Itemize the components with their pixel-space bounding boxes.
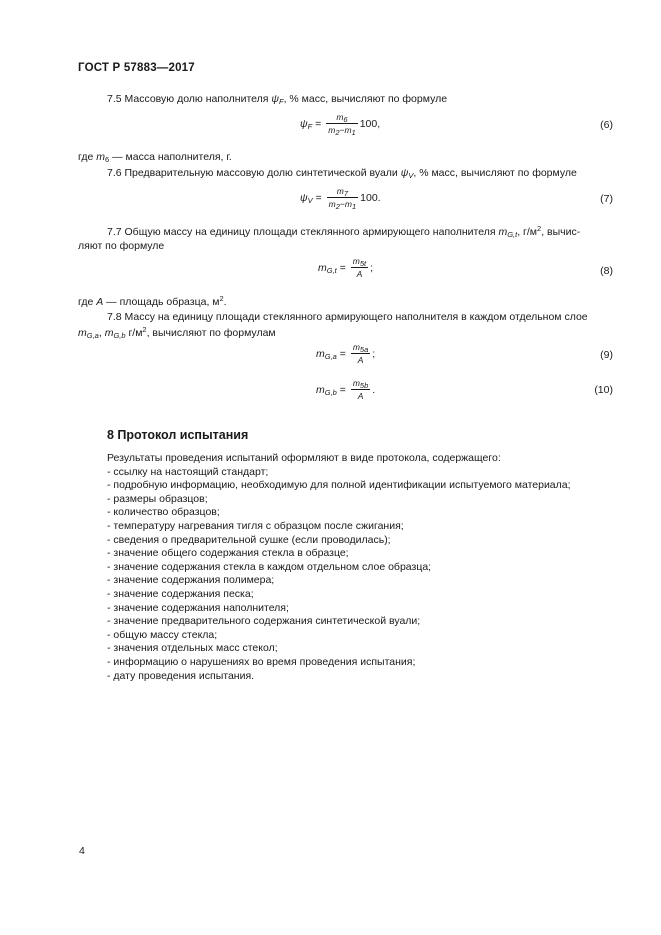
eq6-den-m2: m [344, 125, 352, 135]
eq7-num-sub: 7 [343, 189, 349, 198]
eq7-den-m1: m [328, 199, 336, 209]
eq8-tail: ; [370, 261, 374, 274]
para-7-8-tail: , вычисляют по формулам [146, 327, 276, 339]
para-7-8-sub1: G,a [86, 331, 99, 340]
document-header: ГОСТ Р 57883—2017 [78, 62, 195, 74]
list-item: - температуру нагревания тигля с образцом после сжигания; [107, 519, 404, 532]
eq9-den: A [357, 355, 364, 365]
para-7-8-sep: , [98, 327, 105, 339]
para-7-6-rest: , % масс, вычисляют по формуле [413, 167, 577, 179]
equation-9-number: (9) [600, 349, 613, 361]
eq9-lhs-sub: G,a [324, 351, 337, 361]
eq10-tail: . [372, 383, 376, 396]
page-number: 4 [79, 845, 85, 857]
where-A-end: . [223, 296, 227, 308]
equation-10: $m_{G,b}$ = $\frac{m_{5b}}{A}$ . [316, 378, 376, 401]
where-A [78, 295, 227, 309]
eq10-den: A [357, 391, 364, 401]
list-item: - значение содержания песка; [107, 587, 254, 600]
list-item: - значение общего содержания стекла в образце; [107, 547, 349, 560]
list-item: - информацию о нарушениях во время проведения испытания; [107, 655, 416, 668]
para-7-8-unit: г/м [125, 327, 143, 339]
para-7-7-m: m [498, 226, 508, 238]
where-m6-prefix: где [78, 151, 97, 163]
list-item: - значение предварительного содержания синтетической вуали; [107, 615, 421, 628]
where-m6-text: — масса наполнителя, г. [109, 151, 232, 163]
eq10-lhs: m [316, 383, 325, 396]
equation-6-number: (6) [600, 119, 613, 131]
eq10-num: m [352, 378, 360, 388]
eq7-fraction [327, 186, 359, 210]
list-item: - количество образцов; [107, 506, 220, 519]
psi-v-sub: V [408, 171, 414, 180]
para-7-8-line1: 7.8 Массу на единицу площади стеклянного армирующего наполнителя в каждом отдельном слое [107, 311, 588, 323]
eq8-den: A [356, 269, 363, 279]
para-7-7-tail: , вычис- [541, 226, 581, 238]
equation-8-number: (8) [600, 265, 613, 277]
para-7-7-unit: , г/м [517, 226, 538, 238]
eq7-lhs-sub: V [307, 195, 313, 205]
list-item: - дату проведения испытания. [107, 669, 255, 682]
para-7-8-m2: m [104, 327, 114, 339]
eq6-num: m [336, 112, 344, 122]
list-item: - размеры образцов; [107, 492, 208, 505]
eq7-lhs: ψ [300, 191, 308, 204]
list-item: - значение содержания наполнителя; [107, 601, 289, 614]
list-item: - значение содержания полимера; [107, 574, 275, 587]
section-8-body [107, 452, 571, 683]
para-7-5 [107, 92, 447, 106]
list-item: - значение содержания стекла в каждом отдельном слое образца; [107, 560, 432, 573]
eq10-num-sub: 5b [359, 381, 369, 390]
eq7-den-sub1: 2 [335, 202, 340, 211]
eq7-num: m [336, 186, 344, 196]
where-A-exp: 2 [219, 294, 224, 303]
eq9-fraction [351, 342, 370, 366]
eq6-fraction [326, 112, 358, 136]
eq6-lhs: ψ [300, 117, 308, 130]
psi-sub: F [279, 97, 284, 106]
equation-10-number: (10) [594, 384, 613, 396]
list-item: - ссылку на настоящий стандарт; [107, 465, 269, 478]
para-7-7-line2: ляют по формуле [78, 240, 165, 252]
eq9-num-sub: 5a [359, 345, 369, 354]
equation-6: $\psi_F$ = $\frac{m_6}{m_2-m_1}$ 100, [300, 112, 381, 137]
para-7-8-m1: m [78, 327, 87, 339]
eq7-den-m2: m [344, 199, 352, 209]
eq9-num: m [352, 342, 360, 352]
para-7-8-exp: 2 [142, 325, 147, 334]
eq8-num: m [352, 256, 360, 266]
where-A-prefix: где [78, 296, 97, 308]
eq10-fraction [351, 378, 370, 402]
list-item: - общую массу стекла; [107, 628, 218, 641]
eq10-lhs-sub: G,b [324, 387, 337, 397]
equation-9: $m_{G,a}$ = $\frac{m_{5a}}{A}$ ; [316, 342, 376, 365]
eq6-tail: 100, [359, 117, 381, 130]
eq7-den-sub2: 1 [351, 202, 357, 211]
para-7-7-exp: 2 [537, 224, 542, 233]
eq9-tail: ; [372, 347, 376, 360]
equation-7-number: (7) [600, 193, 613, 205]
where-m6 [78, 150, 232, 164]
eq6-den-m1: m [328, 125, 336, 135]
eq6-minus: − [339, 125, 345, 135]
eq6-den-sub2: 1 [351, 128, 356, 137]
section-8-intro: Результаты проведения испытаний оформляют в виде протокола, содержащего: [107, 452, 501, 464]
eq6-den-sub1: 2 [335, 128, 340, 137]
eq7-tail: 100. [360, 191, 381, 204]
where-A-symbol: A [96, 296, 104, 308]
eq6-lhs-sub: F [307, 121, 313, 131]
eq7-minus: − [339, 199, 345, 209]
eq8-lhs: m [318, 261, 327, 274]
para-7-6 [107, 166, 577, 180]
para-7-5-rest: , % масс, вычисляют по формуле [283, 93, 448, 105]
para-7-8-line2 [78, 326, 276, 340]
psi-symbol: ψ [271, 93, 279, 105]
eq9-lhs: m [316, 347, 325, 360]
eq6-num-sub: 6 [343, 115, 348, 124]
list-item: - подробную информацию, необходимую для полной идентификации испытуемого материала; [107, 479, 571, 492]
equation-7: $\psi_V$ = $\frac{m_7}{m_2-m_1}$ 100. [300, 186, 381, 211]
list-item: - сведения о предварительной сушке (если проводилась); [107, 533, 391, 546]
para-7-8-sub2: G,b [113, 331, 126, 340]
para-7-7-start: 7.7 Общую массу на единицу площади стеклянного армирующего наполнителя [107, 226, 496, 238]
where-m6-sub: 6 [105, 155, 110, 164]
para-7-7-line1 [107, 225, 580, 239]
list-item: - значения отдельных масс стекол; [107, 642, 278, 655]
psi-v-symbol: ψ [400, 167, 409, 179]
para-7-7-sub: G,t [507, 230, 518, 239]
where-m6-symbol: m [96, 151, 105, 163]
eq8-num-sub: 5t [359, 259, 367, 268]
para-7-6-label: 7.6 Предварительную массовую долю синтетической вуали [107, 167, 398, 179]
eq8-lhs-sub: G,t [326, 265, 337, 275]
where-A-text: — площадь образца, м [103, 296, 220, 308]
section-8-title: 8 Протокол испытания [107, 428, 249, 442]
equation-8: $m_{G,t}$ = $\frac{m_{5t}}{A}$ ; [318, 256, 374, 279]
para-7-5-label: 7.5 Массовую долю наполнителя [107, 93, 269, 105]
eq8-fraction [351, 256, 368, 280]
